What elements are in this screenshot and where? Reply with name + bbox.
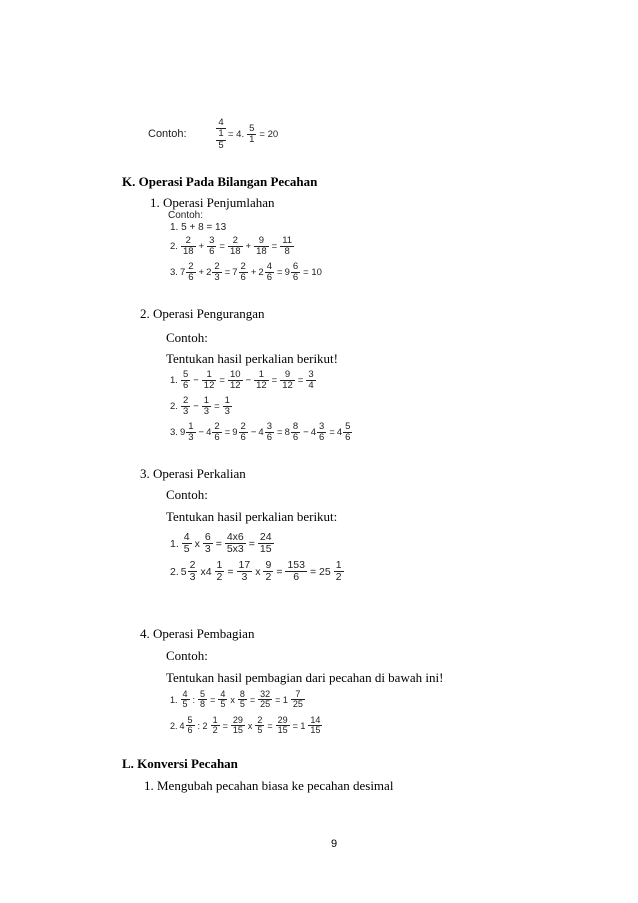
fraction: $\frac{7}{25}$ [292,689,303,710]
sub2-line2 [170,396,233,417]
whole-number: 9 [232,426,238,438]
operator: + [198,266,205,278]
fraction: $\frac{29}{15}$ [232,715,243,736]
fraction: $\frac{2}{6}$ [240,261,246,283]
fraction: $\frac{2}{5}$ [257,715,263,736]
operator: : [192,694,196,705]
result: = 20 [259,129,279,141]
fraction: $\frac{5}{8}$ [200,689,206,710]
sub2-line3 [170,422,353,443]
operator: = [227,565,234,578]
operator: = 1 [292,720,306,731]
item-number: 2. [170,565,179,578]
operator: = [215,537,222,550]
fraction: $\frac{153}{6}$ [287,559,305,584]
fraction: $\frac{2}{18}$ [182,235,194,257]
sub3-contoh: Contoh: [166,487,208,502]
fraction: $\frac{2}{3}$ [182,395,189,417]
fraction: $\frac{8}{5}$ [239,689,245,710]
operator: = [271,240,278,252]
operator: = [249,694,256,705]
sub4-title: 4. Operasi Pembagian [140,626,255,641]
whole-number: 8 [284,426,290,438]
whole-number: 2 [258,266,264,278]
fraction: $\frac{3}{6}$ [209,235,215,257]
operator: x [247,720,253,731]
sub4-instruction: Tentukan hasil pembagian dari pecahan di bawah ini! [166,670,444,685]
operator: x [255,565,261,578]
operator: + [245,240,252,252]
whole-number: 9 [284,266,290,278]
sub2-title: 2. Operasi Pengurangan [140,306,265,321]
whole-number: 7 [232,266,238,278]
sub2-instruction: Tentukan hasil perkalian berikut! [166,351,339,366]
operator: = [219,374,225,386]
fraction: $\frac{1}{12}$ [256,369,267,391]
fraction: $\frac{4}{6}$ [266,261,272,283]
operator: = [277,426,283,438]
operator: = [267,720,273,731]
operator: − [193,374,199,386]
operator: = 25 [309,565,331,578]
sub1-line3 [170,262,324,283]
operator: − [245,374,252,386]
fraction: $\frac{1}{2}$ [216,559,223,584]
operator: − [303,426,309,438]
sub1-line1: 1. 5 + 8 = 13 [170,222,227,233]
operator: = 10 [303,266,322,278]
item-number: 2. [170,720,178,731]
operator: : 2 [197,720,208,731]
operator: = [219,240,225,252]
page-number: 9 [331,838,338,850]
fraction: $\frac{8}{6}$ [292,421,299,443]
fraction: $\frac{2}{3}$ [189,559,196,584]
item-number: 3. [170,266,178,278]
sub3-title: 3. Operasi Perkalian [140,466,246,481]
operator: = [214,400,220,412]
operator: = [276,565,283,578]
sub2-contoh: Contoh: [166,330,208,345]
stacked-top: 4 [218,117,224,128]
sub1-line2 [170,236,295,257]
operator: = [277,266,283,278]
operator: = [222,720,228,731]
whole-number: 4 [310,426,317,438]
fraction: $\frac{2}{18}$ [229,235,241,257]
operator: − [198,426,205,438]
sub1-contoh: Contoh: [168,210,204,221]
stacked-bottom: 5 [218,139,224,151]
fraction: $\frac{5}{6}$ [187,715,193,736]
fraction: $\frac{1}{3}$ [203,395,210,417]
sub4-contoh: Contoh: [166,648,208,663]
section-k-heading: K. Operasi Pada Bilangan Pecahan [122,174,318,189]
whole-number: 7 [179,266,186,278]
fraction: $\frac{5}{6}$ [182,369,189,391]
sub1-title: 1. Operasi Penjumlahan [150,195,275,210]
fraction: $\frac{4}{5}$ [183,531,190,556]
fraction: $\frac{4}{5}$ [220,689,226,710]
fraction: $\frac{2}{6}$ [240,421,246,443]
whole-number: 4 [336,426,343,438]
fraction: $\frac{2}{3}$ [214,261,220,283]
section-l-heading: L. Konversi Pecahan [122,756,238,771]
operator: = [248,537,255,550]
operator: = [329,426,335,438]
fraction: $\frac{4}{5}$ [182,689,188,710]
equals-op: = 4. [228,129,245,141]
operator: = [224,426,231,438]
fraction: $\frac{29}{15}$ [277,715,288,736]
item-number: 3. [170,426,178,438]
fraction: $\frac{5}{1}$ [249,123,255,146]
fraction: $\frac{11}{8}$ [282,235,293,257]
whole-number: 9 [179,426,186,438]
operator: − [193,400,199,412]
fraction: $\frac{4x6}{5x3}$ [226,531,244,556]
fraction: $\frac{32}{25}$ [260,689,271,710]
whole-number: 4 [206,426,212,438]
sub3-instruction: Tentukan hasil perkalian berikut: [166,509,338,524]
stacked-fraction [216,118,226,151]
item-number: 2. [170,400,178,412]
fraction: $\frac{1}{2}$ [212,715,218,736]
fraction: $\frac{1}{2}$ [335,559,342,584]
fraction: $\frac{3}{6}$ [266,421,272,443]
fraction: $\frac{2}{6}$ [214,421,220,443]
fraction: $\frac{9}{18}$ [256,235,267,257]
fraction: $\frac{6}{6}$ [292,261,299,283]
operator: = [297,374,304,386]
fraction: $\frac{17}{3}$ [238,559,251,584]
stacked-mid: 1 [218,128,224,140]
whole-number: 4 [258,426,264,438]
fraction: $\frac{3}{6}$ [319,421,325,443]
operator: = [271,374,278,386]
item-number: 1. [170,537,179,550]
sub4-line1 [170,690,306,710]
item-number: 1. [170,694,178,705]
section-l-item1: 1. Mengubah pecahan biasa ke pecahan desimal [144,778,394,793]
fraction: $\frac{3}{4}$ [308,369,314,391]
operator: x [230,694,235,705]
sub3-line1 [170,532,275,555]
operator: x [194,537,200,550]
sub3-line2 [170,560,345,583]
operator: = [210,694,216,705]
fraction: $\frac{14}{15}$ [310,715,321,736]
operator: = [224,266,231,278]
fraction: $\frac{10}{12}$ [229,369,241,391]
fraction: $\frac{1}{3}$ [224,395,230,417]
sub4-line2 [170,716,323,736]
fraction: $\frac{24}{15}$ [259,531,272,556]
top-example-label: Contoh: [148,128,187,140]
whole-number: 5 [180,565,187,578]
item-number: 2. [170,240,178,252]
sub2-line1 [170,370,317,391]
whole-number: 4 [179,720,185,731]
item-number: 1. [170,374,178,386]
fraction: $\frac{9}{12}$ [282,369,293,391]
operator: x4 [200,565,212,578]
fraction: $\frac{9}{2}$ [265,559,272,584]
operator: + [198,240,205,252]
operator: − [250,426,257,438]
fraction: $\frac{1}{3}$ [188,421,194,443]
whole-number: 2 [206,266,212,278]
top-example-equation [216,118,280,151]
fraction: $\frac{2}{6}$ [188,261,194,283]
fraction: $\frac{5}{6}$ [345,421,351,443]
fraction: $\frac{6}{3}$ [204,531,211,556]
operator: + [250,266,257,278]
operator: = 1 [275,694,288,705]
fraction: $\frac{1}{12}$ [203,369,215,391]
